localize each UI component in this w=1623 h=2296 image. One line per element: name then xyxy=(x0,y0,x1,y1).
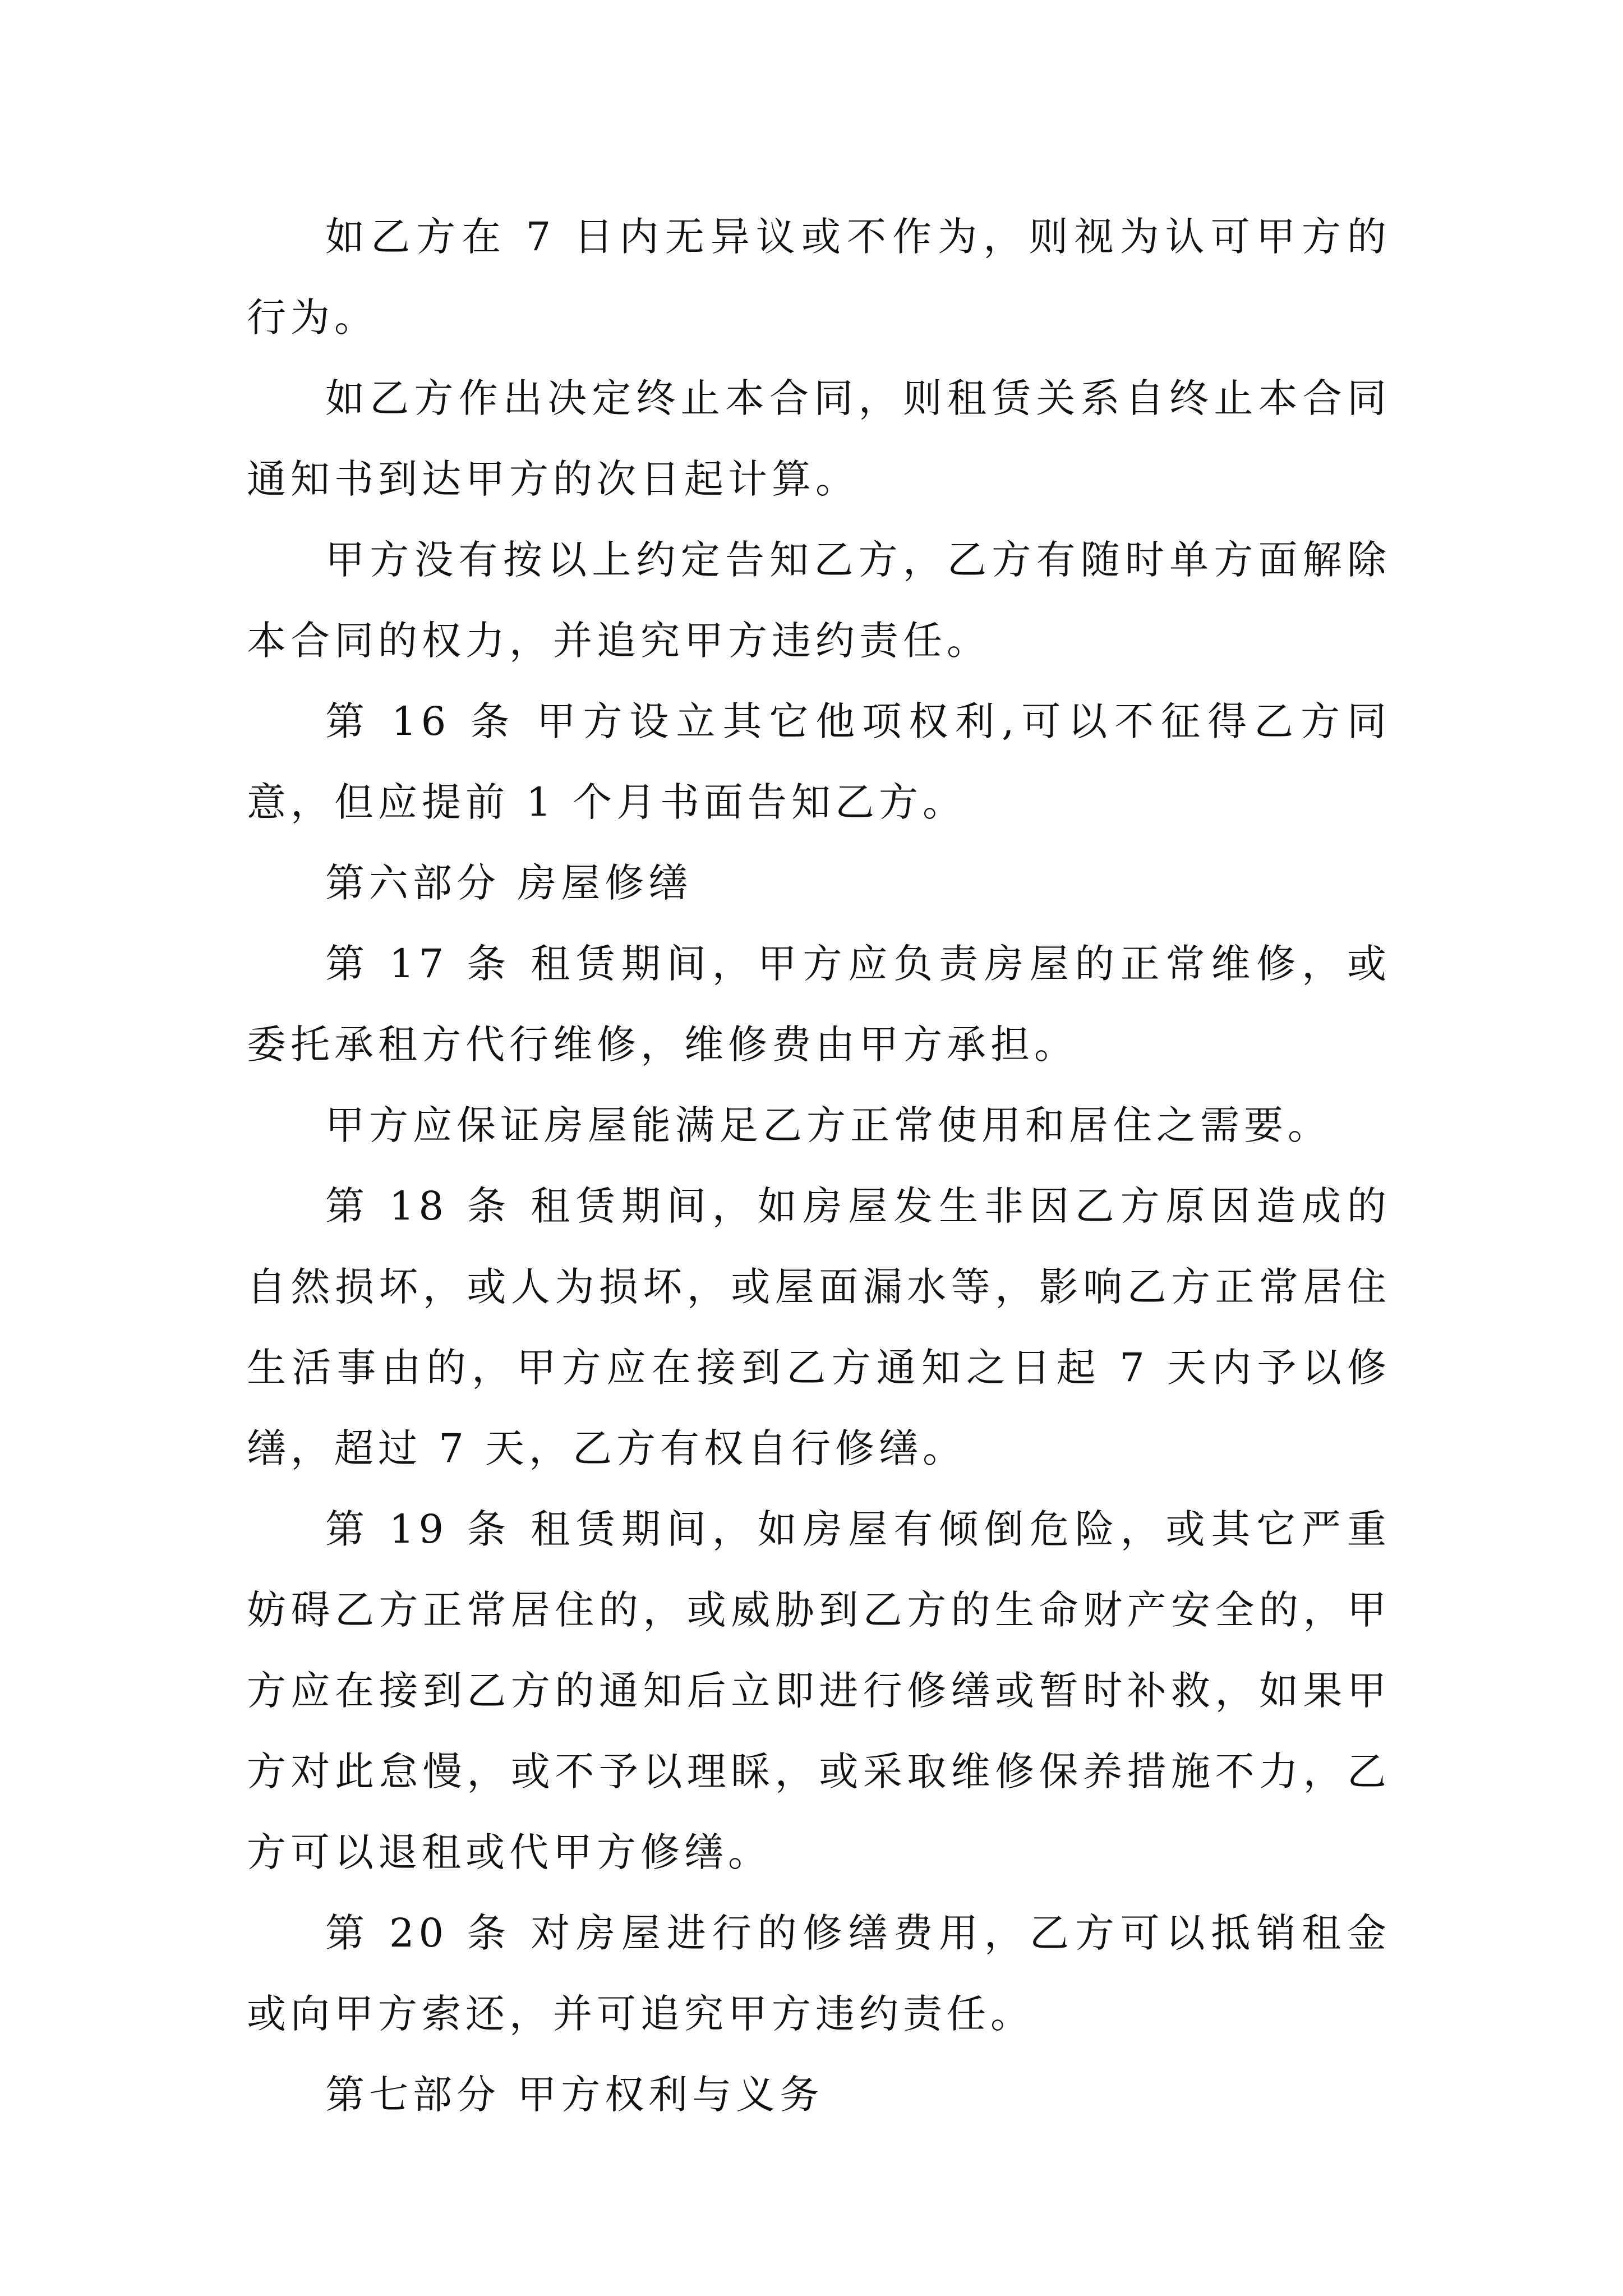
paragraph-unilateral-rescission: 甲方没有按以上约定告知乙方，乙方有随时单方面解除本合同的权力，并追究甲方违约责任。 xyxy=(247,537,1391,664)
clause-18: 第 18 条 租赁期间，如房屋发生非因乙方原因造成的自然损坏，或人为损坏，或屋面漏水等，影响乙方正常居住生活事由的，甲方应在接到乙方通知之日起 7 天内予以修缮，超过 7 天，乙方有权自行修缮。 xyxy=(247,1183,1391,1471)
paragraph-usage-guarantee: 甲方应保证房屋能满足乙方正常使用和居住之需要。 xyxy=(325,1102,1331,1148)
document-body xyxy=(247,196,1391,2135)
clause-17: 第 17 条 租赁期间，甲方应负责房屋的正常维修，或委托承租方代行维修，维修费由甲方承担。 xyxy=(247,941,1391,1068)
section-heading-part-7: 第七部分 甲方权利与义务 xyxy=(325,2072,824,2118)
clause-19: 第 19 条 租赁期间，如房屋有倾倒危险，或其它严重妨碍乙方正常居住的，或威胁到乙方的生命财产安全的，甲方应在接到乙方的通知后立即进行修缮或暂时补救，如果甲方对此怠慢，或不予以理睬，或采取维修保养措施不力，乙方可以退租或代甲方修缮。 xyxy=(247,1506,1391,1875)
section-heading-part-6: 第六部分 房屋修缮 xyxy=(325,860,693,906)
clause-20: 第 20 条 对房屋进行的修缮费用，乙方可以抵销租金或向甲方索还，并可追究甲方违约责任。 xyxy=(247,1910,1391,2037)
paragraph-no-objection: 如乙方在 7 日内无异议或不作为，则视为认可甲方的行为。 xyxy=(247,214,1391,341)
paragraph-termination-notice: 如乙方作出决定终止本合同，则租赁关系自终止本合同通知书到达甲方的次日起计算。 xyxy=(247,375,1391,502)
clause-16: 第 16 条 甲方设立其它他项权利,可以不征得乙方同意，但应提前 1 个月书面告知乙方。 xyxy=(247,698,1391,825)
